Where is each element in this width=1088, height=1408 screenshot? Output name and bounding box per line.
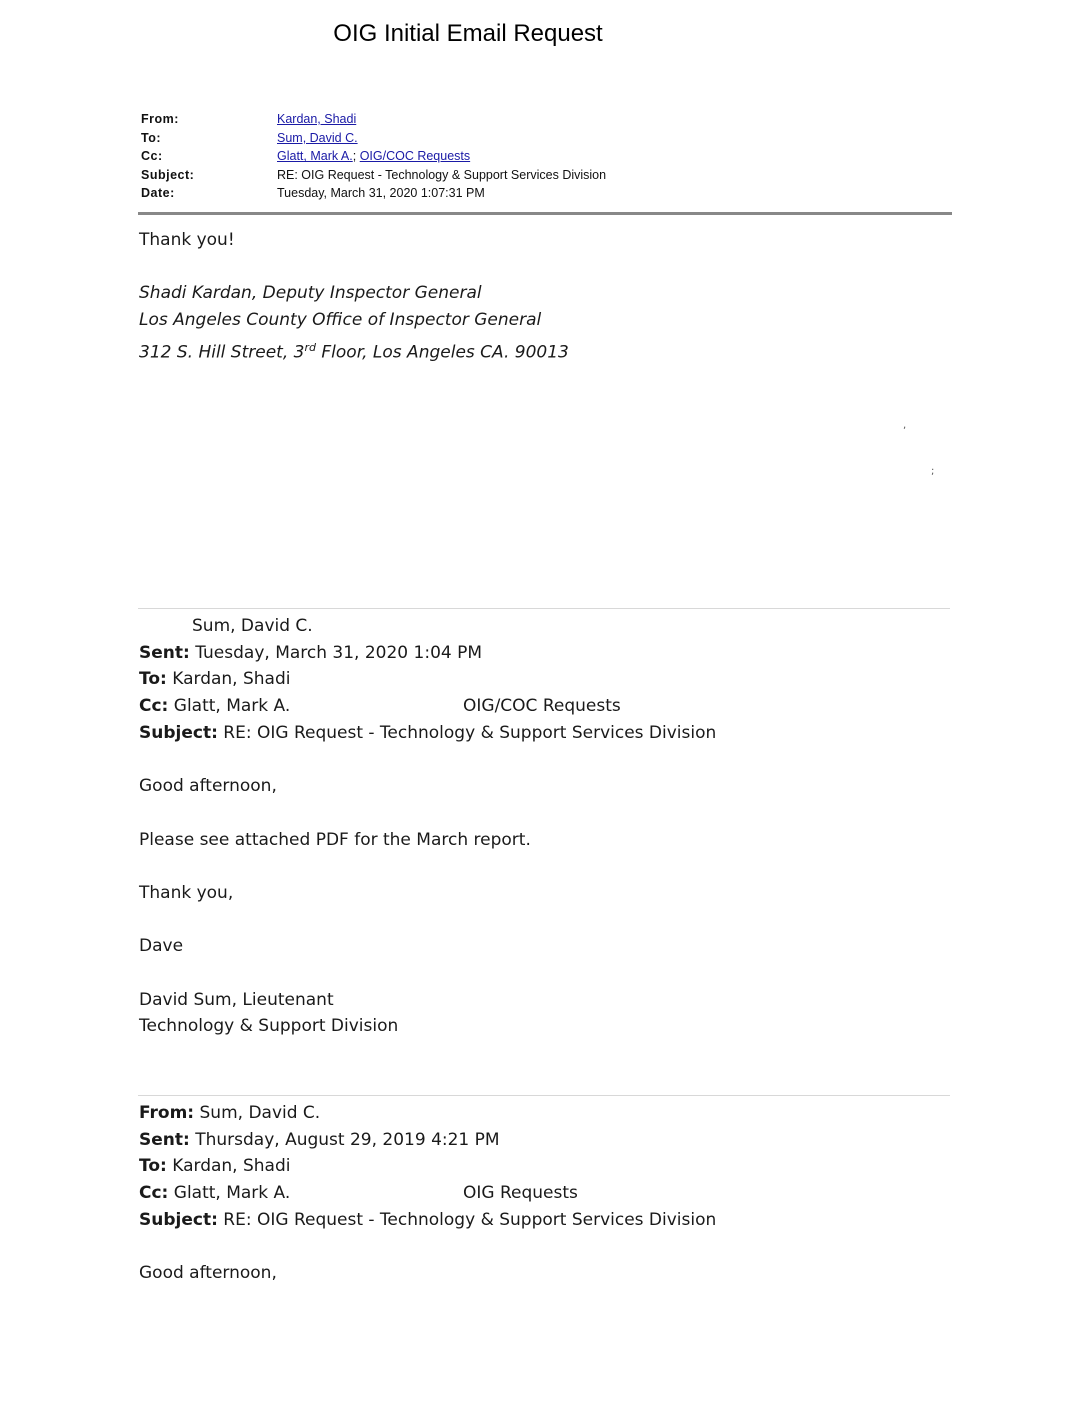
to-label: To: [141,130,162,145]
message3-to-value: Kardan, Shadi [172,1156,291,1176]
message3-from-row [139,1103,320,1123]
message2-body-line: Good afternoon, [139,776,277,796]
subject-label: Subject: [141,167,195,182]
cc-link-glatt[interactable]: Glatt, Mark A. [277,149,353,164]
message3-cc-value-1: Glatt, Mark A. [173,1183,291,1203]
stray-mark-semicolon: ; [931,466,935,477]
message2-to-row [139,669,290,689]
to-link[interactable]: Sum, David C. [277,130,358,145]
message2-subject-label: Subject: [139,723,218,743]
header-date-row [141,184,606,203]
message2-subject-value: RE: OIG Request - Technology & Support Services Division [223,723,717,743]
message3-sent-row [139,1130,500,1150]
message1-signature-line1: Shadi Kardan, Deputy Inspector General [139,283,482,303]
message2-signature-line: David Sum, Lieutenant [139,990,334,1010]
message2-to-label: To: [139,669,167,689]
message2-sent-row [139,643,482,663]
date-label: Date: [141,186,175,201]
message3-subject-value: RE: OIG Request - Technology & Support Services Division [223,1210,717,1230]
stray-mark-comma: , [903,420,907,431]
message1-signature-line2: Los Angeles County Office of Inspector General [139,310,542,330]
message3-subject-row [139,1210,716,1230]
message3-cc-value-2: OIG Requests [463,1183,578,1203]
message3-to-row [139,1156,290,1176]
message2-cc-value-1: Glatt, Mark A. [173,696,291,716]
message3-from-label: From: [139,1103,195,1123]
message3-sent-label: Sent: [139,1130,190,1150]
message2-to-value: Kardan, Shadi [172,669,291,689]
header-from-row [141,110,606,129]
message1-signature-line3 [139,341,569,363]
message2-signature-line: Technology & Support Division [139,1016,399,1036]
address-street: 312 S. Hill Street, 3 [139,342,305,363]
document-title: OIG Initial Email Request [333,20,603,47]
message2-divider [138,608,950,609]
message2-body-line: Thank you, [139,883,234,903]
from-label: From: [141,112,179,126]
address-rest: Floor, Los Angeles CA. 90013 [315,342,569,363]
from-link[interactable]: Kardan, Shadi [277,112,357,126]
message3-to-label: To: [139,1156,167,1176]
header-to-row [141,129,606,148]
message2-cc-value-2: OIG/COC Requests [463,696,621,716]
message3-sent-value: Thursday, August 29, 2019 4:21 PM [195,1130,500,1150]
message2-cc-row [139,696,290,716]
message3-from-value: Sum, David C. [199,1103,321,1123]
cc-label: Cc: [141,149,163,164]
message1-greeting: Thank you! [139,230,235,250]
address-ordinal: rd [304,341,316,354]
message3-body-line: Good afternoon, [139,1263,277,1283]
header-subject-row [141,166,606,185]
message2-subject-row [139,723,716,743]
message3-cc-row [139,1183,290,1203]
message2-sent-label: Sent: [139,643,190,663]
message2-body-line: Dave [139,936,184,956]
cc-separator: ; [352,149,357,164]
message2-cc-label: Cc: [139,696,169,716]
message2-from-value: Sum, David C. [192,616,313,636]
message3-divider [138,1095,950,1096]
message2-body-line: Please see attached PDF for the March report. [139,830,531,850]
message3-cc-label: Cc: [139,1183,169,1203]
header-divider [138,212,952,215]
subject-value: RE: OIG Request - Technology & Support Services Division [277,167,607,182]
date-value: Tuesday, March 31, 2020 1:07:31 PM [277,186,485,201]
header-cc-row [141,147,606,166]
cc-link-oig-coc[interactable]: OIG/COC Requests [359,149,471,164]
message2-sent-value: Tuesday, March 31, 2020 1:04 PM [195,643,483,663]
message3-subject-label: Subject: [139,1210,218,1230]
email-header [141,110,606,203]
